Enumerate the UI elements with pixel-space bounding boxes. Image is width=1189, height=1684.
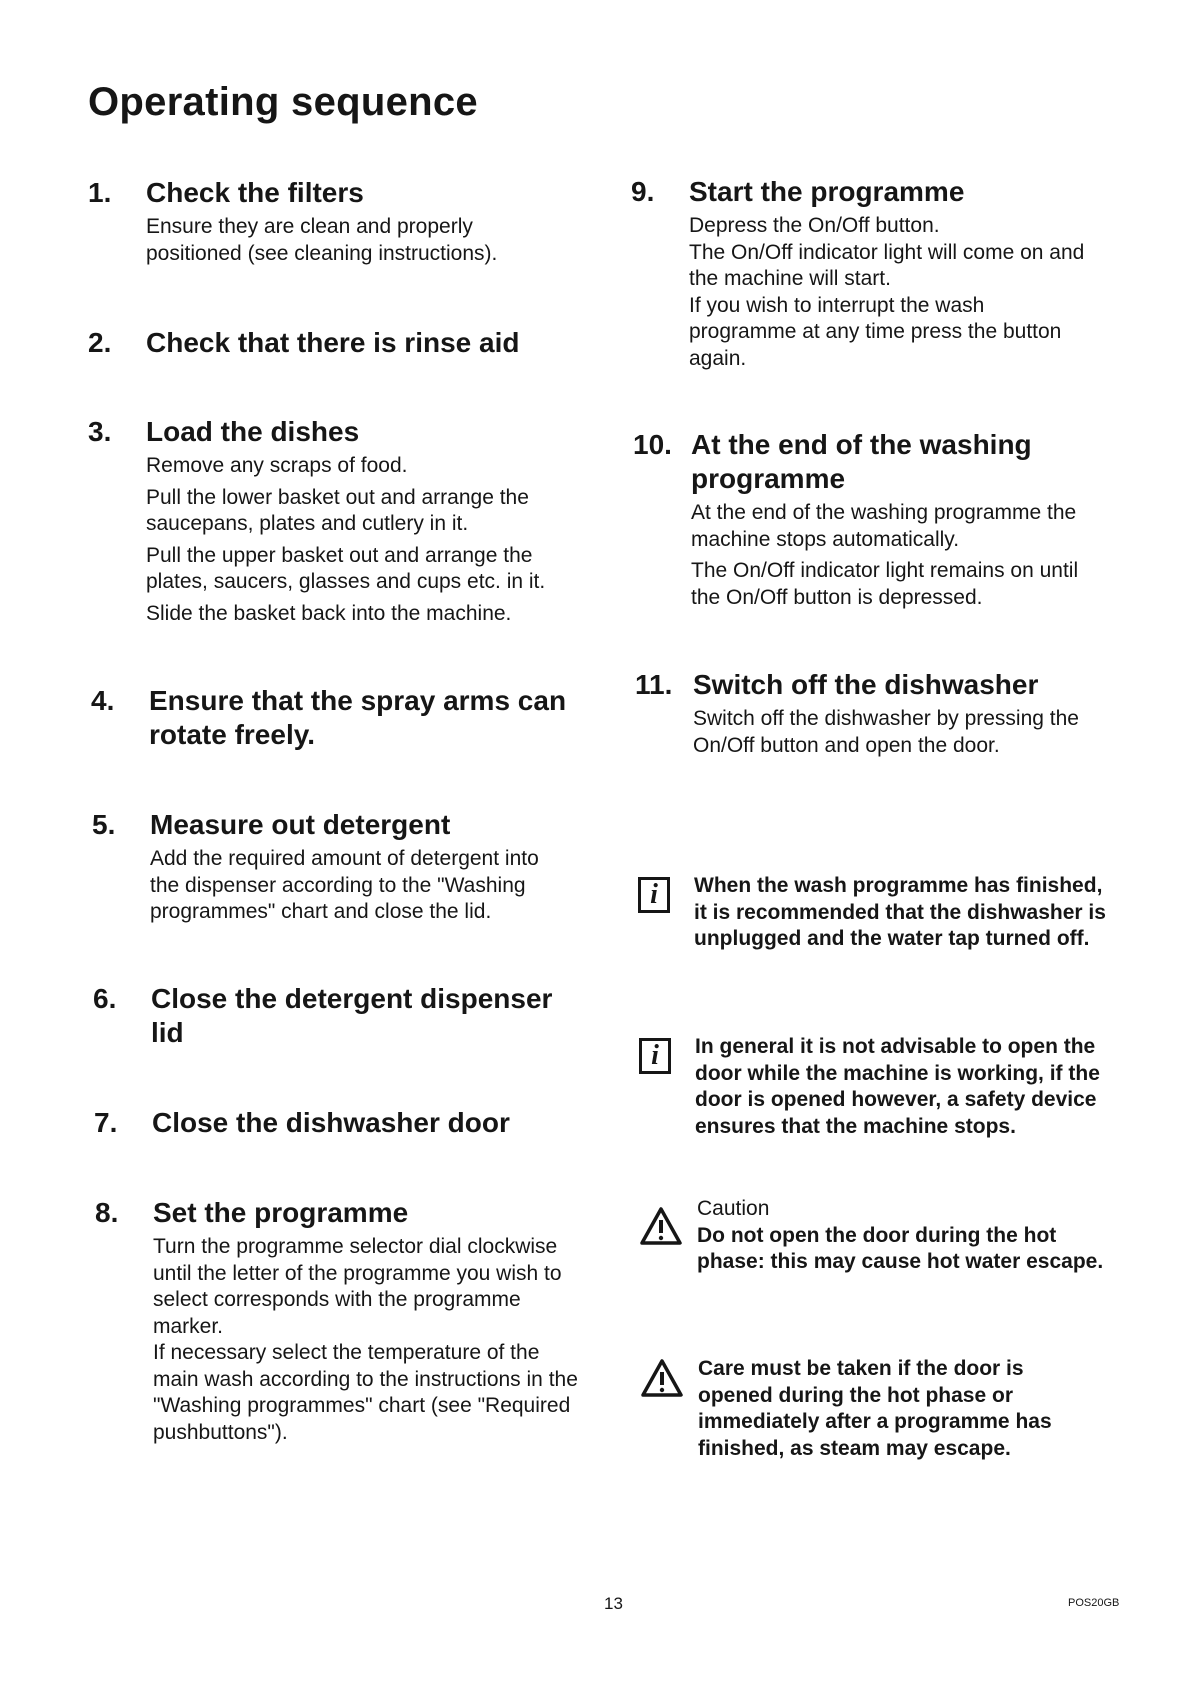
step-end-of-programme	[633, 428, 1113, 616]
info-icon: i	[639, 1038, 671, 1074]
document-code: POS20GB	[1068, 1597, 1120, 1609]
step-title: Check the filters	[146, 177, 364, 208]
step-title: Set the programme	[153, 1197, 409, 1228]
step-title: Start the programme	[689, 176, 965, 207]
step-paragraph: The On/Off indicator light remains on until the On/Off button is depressed.	[691, 559, 1079, 609]
step-number: 6.	[93, 983, 117, 1014]
step-paragraph: Ensure they are clean and properly positioned (see cleaning instructions).	[146, 215, 498, 265]
step-close-dispenser	[93, 982, 583, 1050]
step-body	[146, 453, 578, 627]
step-body	[150, 846, 565, 926]
note-text: When the wash programme has finished, it is recommended that the dishwasher is unplugged and the water tap turned off.	[694, 874, 1106, 950]
note-unplug	[638, 873, 1118, 953]
page-number: 13	[604, 1594, 623, 1613]
note-text: Do not open the door during the hot phase: this may cause hot water escape.	[697, 1223, 1104, 1273]
warning-icon	[639, 1206, 683, 1246]
step-measure-detergent	[92, 808, 582, 931]
step-number: 10.	[633, 429, 672, 460]
step-paragraph: At the end of the washing programme the machine stops automatically.	[691, 501, 1077, 551]
step-load-dishes	[88, 415, 578, 632]
step-start-programme	[631, 175, 1111, 372]
step-paragraph: Depress the On/Off button.	[689, 214, 940, 237]
step-paragraph: Remove any scraps of food.	[146, 454, 408, 477]
step-check-filters	[88, 176, 568, 272]
step-number: 3.	[88, 416, 112, 447]
note-text: In general it is not advisable to open the door while the machine is working, if the door is opened however, a safety device ensures that the machine stops.	[695, 1035, 1100, 1138]
warning-icon	[640, 1358, 684, 1398]
step-paragraph: Slide the basket back into the machine.	[146, 601, 512, 625]
step-paragraph: Turn the programme selector dial clockwise until the letter of the programme you wish to select corresponds with the programme marker.	[153, 1235, 562, 1338]
info-icon: i	[638, 877, 670, 913]
step-paragraph: If necessary select the temperature of the main wash according to the instructions in the "Washing programmes" chart (see "Required pushbuttons").	[153, 1341, 578, 1444]
step-paragraph: Pull the lower basket out and arrange the saucepans, plates and cutlery in it.	[146, 485, 529, 535]
step-title: Check that there is rinse aid	[146, 327, 520, 358]
step-title: Close the detergent dispenser lid	[151, 983, 553, 1048]
step-title: Switch off the dishwasher	[693, 669, 1039, 700]
step-body	[153, 1234, 583, 1446]
step-switch-off	[635, 668, 1115, 764]
step-title: Load the dishes	[146, 416, 360, 447]
note-caution-hot-phase	[639, 1196, 1119, 1276]
step-paragraph: Add the required amount of detergent into the dispenser according to the "Washing programmes" chart and close the lid.	[150, 847, 539, 923]
step-number: 9.	[631, 176, 655, 207]
note-heading: Caution	[697, 1197, 770, 1220]
step-number: 2.	[88, 327, 112, 358]
step-title: Measure out detergent	[150, 809, 451, 840]
step-set-programme	[95, 1196, 595, 1451]
step-title: Ensure that the spray arms can rotate freely.	[149, 685, 567, 750]
step-paragraph: Pull the upper basket out and arrange the plates, saucers, glasses and cups etc. in it.	[146, 543, 546, 593]
step-number: 8.	[95, 1197, 119, 1228]
note-door-open	[639, 1034, 1119, 1140]
note-text: Care must be taken if the door is opened during the hot phase or immediately after a programme has finished, as steam may escape.	[698, 1357, 1052, 1460]
step-paragraph: If you wish to interrupt the wash programme at any time press the button again.	[689, 293, 1062, 370]
step-title: At the end of the washing programme	[691, 429, 1032, 494]
step-number: 7.	[94, 1107, 118, 1138]
step-rinse-aid	[88, 326, 568, 360]
step-spray-arms	[91, 684, 581, 752]
step-number: 1.	[88, 177, 112, 208]
step-number: 4.	[91, 685, 115, 716]
step-body	[691, 500, 1111, 611]
note-steam	[640, 1356, 1120, 1462]
step-title: Close the dishwasher door	[152, 1107, 510, 1138]
step-number: 11.	[635, 669, 673, 700]
step-body	[693, 706, 1108, 759]
step-close-door	[94, 1106, 584, 1140]
step-body	[689, 213, 1089, 372]
step-paragraph: The On/Off indicator light will come on and the machine will start.	[689, 240, 1085, 290]
step-number: 5.	[92, 809, 116, 840]
step-body	[146, 214, 568, 267]
page-title: Operating sequence	[88, 80, 478, 124]
step-paragraph: Switch off the dishwasher by pressing the On/Off button and open the door.	[693, 707, 1079, 757]
